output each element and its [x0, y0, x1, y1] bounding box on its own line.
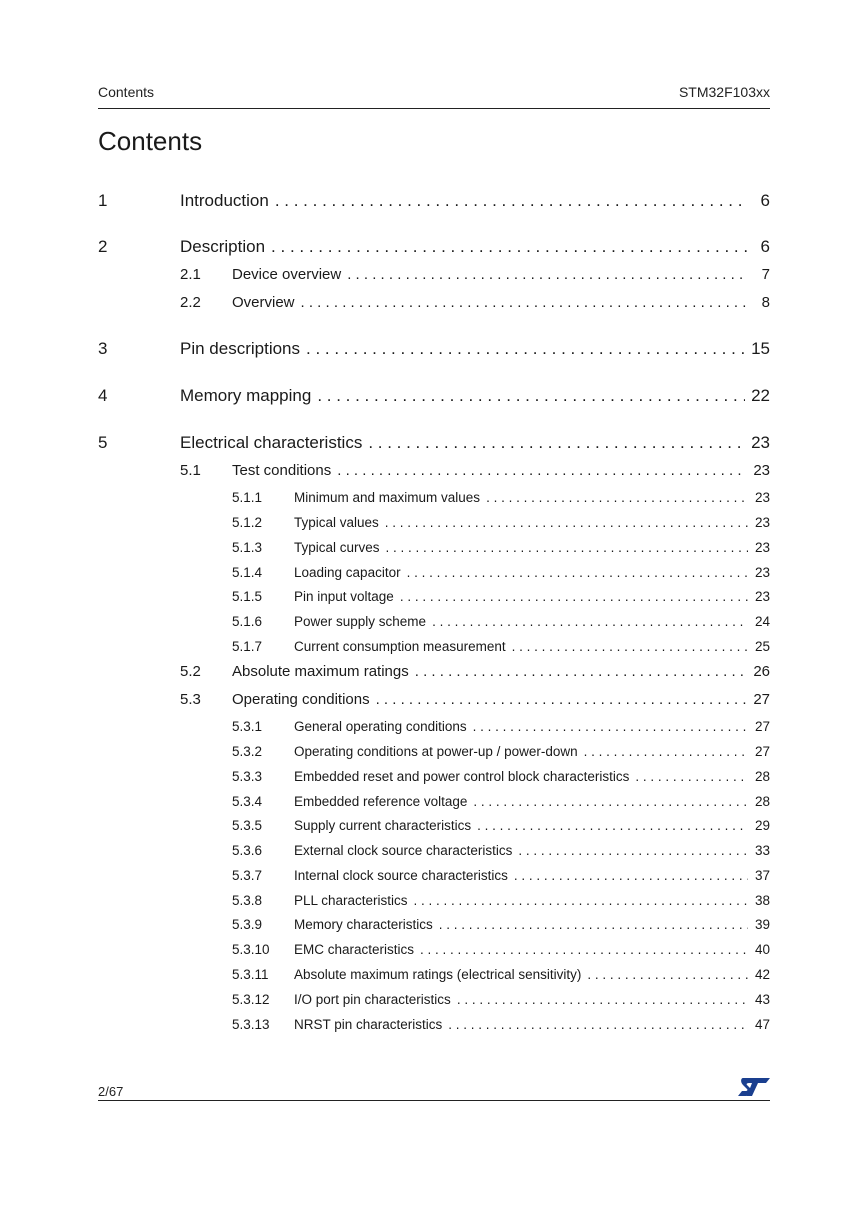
toc-entry-title: External clock source characteristics	[294, 843, 513, 858]
toc-entry-page: 37	[754, 868, 770, 883]
toc-entry-level-2[interactable]	[98, 663, 770, 680]
toc-entry-title: NRST pin characteristics	[294, 1017, 443, 1032]
toc-entry-title: Memory characteristics	[294, 917, 433, 932]
toc-entry-title: Absolute maximum ratings	[232, 663, 409, 680]
toc-entry-number: 5.1	[180, 462, 201, 479]
toc-entry-page: 23	[754, 490, 770, 505]
dot-leader	[414, 893, 748, 908]
toc-entry-level-3[interactable]	[98, 744, 770, 759]
toc-entry-number: 5	[98, 433, 108, 452]
toc-entry-page: 23	[753, 462, 770, 479]
toc-entry-title: Current consumption measurement	[294, 639, 506, 654]
toc-entry-level-3[interactable]	[98, 942, 770, 957]
toc-entry-page: 25	[754, 639, 770, 654]
dot-leader	[457, 992, 748, 1007]
toc-entry-title: Embedded reference voltage	[294, 794, 468, 809]
toc-entry-number: 5.3.13	[232, 1017, 270, 1032]
dot-leader	[301, 294, 748, 311]
toc-entry-page: 40	[754, 942, 770, 957]
toc-entry-number: 5.3.8	[232, 893, 263, 908]
dot-leader	[420, 942, 748, 957]
toc-entry-level-3[interactable]	[98, 893, 770, 908]
toc-entry-number: 5.1.4	[232, 565, 263, 580]
toc-entry-level-3[interactable]	[98, 490, 770, 505]
toc-entry-level-1[interactable]	[98, 191, 770, 211]
toc-entry-level-3[interactable]	[98, 917, 770, 932]
dot-leader	[448, 1017, 748, 1032]
dot-leader	[271, 237, 748, 257]
toc-entry-level-3[interactable]	[98, 818, 770, 833]
dot-leader	[514, 868, 748, 883]
toc-entry-page: 23	[754, 589, 770, 604]
toc-entry-title: Typical curves	[294, 540, 380, 555]
toc-entry-title: PLL characteristics	[294, 893, 408, 908]
dot-leader	[486, 490, 748, 505]
toc-entry-level-3[interactable]	[98, 769, 770, 784]
running-header-section: Contents	[98, 84, 155, 100]
toc-entry-title: Test conditions	[232, 462, 332, 479]
dot-leader	[477, 818, 748, 833]
page-number: 2/67	[98, 1084, 124, 1099]
toc-entry-level-1[interactable]	[98, 386, 770, 406]
toc-entry-page: 23	[751, 433, 770, 452]
toc-entry-page: 39	[754, 917, 770, 932]
toc-entry-level-2[interactable]	[98, 294, 770, 311]
toc-entry-title: General operating conditions	[294, 719, 467, 734]
toc-entry-number: 5.3.9	[232, 917, 263, 932]
toc-entry-page: 33	[754, 843, 770, 858]
toc-entry-number: 5.1.7	[232, 639, 263, 654]
toc-entry-title: Description	[180, 237, 266, 256]
toc-entry-page: 23	[754, 565, 770, 580]
toc-entry-page: 26	[753, 663, 770, 680]
toc-entry-page: 8	[761, 294, 770, 311]
dot-leader	[376, 691, 748, 708]
toc-entry-number: 5.1.3	[232, 540, 263, 555]
toc-entry-level-3[interactable]	[98, 515, 770, 530]
dot-leader	[587, 967, 748, 982]
toc-entry-number: 5.3.6	[232, 843, 263, 858]
toc-entry-page: 38	[754, 893, 770, 908]
toc-entry-title: Minimum and maximum values	[294, 490, 481, 505]
header-rule	[98, 108, 770, 109]
toc-entry-level-3[interactable]	[98, 1017, 770, 1032]
dot-leader	[385, 515, 748, 530]
toc-entry-level-3[interactable]	[98, 719, 770, 734]
toc-entry-level-3[interactable]	[98, 639, 770, 654]
dot-leader	[518, 843, 748, 858]
toc-entry-page: 15	[751, 339, 770, 358]
toc-entry-title: Power supply scheme	[294, 614, 427, 629]
dot-leader	[407, 565, 748, 580]
toc-entry-title: Overview	[232, 294, 295, 311]
toc-entry-number: 5.3.10	[232, 942, 270, 957]
toc-entry-title: Introduction	[180, 191, 269, 210]
toc-entry-number: 5.3.5	[232, 818, 263, 833]
dot-leader	[432, 614, 748, 629]
toc-entry-number: 2	[98, 237, 108, 256]
toc-entry-title: Absolute maximum ratings (electrical sensitivity)	[294, 967, 582, 982]
toc-entry-number: 5.2	[180, 663, 201, 680]
dot-leader	[306, 339, 745, 359]
toc-entry-level-3[interactable]	[98, 540, 770, 555]
toc-entry-page: 28	[754, 769, 770, 784]
dot-leader	[347, 266, 748, 283]
toc-entry-number: 4	[98, 386, 108, 405]
toc-entry-title: Device overview	[232, 266, 342, 283]
toc-entry-page: 6	[760, 191, 770, 210]
toc-entry-title: Memory mapping	[180, 386, 312, 405]
toc-entry-level-2[interactable]	[98, 266, 770, 283]
dot-leader	[473, 794, 748, 809]
dot-leader	[368, 433, 745, 453]
toc-entry-title: Electrical characteristics	[180, 433, 363, 452]
toc-entry-level-3[interactable]	[98, 868, 770, 883]
toc-entry-title: Operating conditions	[232, 691, 370, 708]
dot-leader	[337, 462, 747, 479]
toc-entry-number: 5.3.7	[232, 868, 263, 883]
toc-entry-number: 5.3.1	[232, 719, 263, 734]
dot-leader	[415, 663, 748, 680]
toc-entry-page: 29	[754, 818, 770, 833]
toc-entry-number: 2.2	[180, 294, 201, 311]
toc-entry-page: 27	[753, 691, 770, 708]
page-title: Contents	[98, 126, 203, 156]
toc-entry-title: Internal clock source characteristics	[294, 868, 508, 883]
toc-entry-level-3[interactable]	[98, 843, 770, 858]
toc-entry-page: 7	[761, 266, 770, 283]
toc-entry-number: 5.3.2	[232, 744, 263, 759]
st-logo-icon	[737, 1076, 771, 1098]
toc-entry-page: 27	[754, 719, 770, 734]
toc-entry-title: Loading capacitor	[294, 565, 401, 580]
toc-entry-page: 22	[751, 386, 770, 405]
dot-leader	[386, 540, 748, 555]
toc-entry-page: 6	[760, 237, 770, 256]
dot-leader	[317, 386, 745, 406]
toc-entry-page: 47	[754, 1017, 770, 1032]
toc-entry-title: Pin descriptions	[180, 339, 301, 358]
toc-entry-level-1[interactable]	[98, 433, 770, 453]
toc-entry-level-3[interactable]	[98, 589, 770, 604]
toc-entry-number: 5.3.4	[232, 794, 263, 809]
toc-entry-level-3[interactable]	[98, 565, 770, 580]
toc-entry-page: 23	[754, 515, 770, 530]
toc-entry-level-3[interactable]	[98, 794, 770, 809]
toc-entry-number: 2.1	[180, 266, 201, 283]
dot-leader	[400, 589, 748, 604]
toc-entry-number: 5.3	[180, 691, 201, 708]
toc-entry-title: I/O port pin characteristics	[294, 992, 451, 1007]
toc-entry-level-2[interactable]	[98, 691, 770, 708]
toc-entry-title: Embedded reset and power control block characteristics	[294, 769, 630, 784]
dot-leader	[635, 769, 748, 784]
footer-rule	[98, 1100, 770, 1101]
toc-entry-number: 3	[98, 339, 108, 358]
toc-entry-number: 5.1.1	[232, 490, 263, 505]
toc-entry-number: 5.1.2	[232, 515, 263, 530]
dot-leader	[473, 719, 748, 734]
toc-entry-level-1[interactable]	[98, 237, 770, 257]
toc-entry-number: 5.3.11	[232, 967, 269, 982]
toc-entry-page: 27	[754, 744, 770, 759]
toc-entry-page: 43	[754, 992, 770, 1007]
toc-entry-level-3[interactable]	[98, 967, 770, 982]
toc-entry-page: 42	[754, 967, 770, 982]
toc-entry-title: Supply current characteristics	[294, 818, 472, 833]
toc-entry-number: 5.3.12	[232, 992, 270, 1007]
toc-entry-title: Operating conditions at power-up / power-down	[294, 744, 578, 759]
dot-leader	[275, 191, 748, 211]
dot-leader	[439, 917, 748, 932]
toc-entry-page: 24	[754, 614, 770, 629]
toc-entry-level-3[interactable]	[98, 614, 770, 629]
dot-leader	[512, 639, 748, 654]
toc-entry-page: 23	[754, 540, 770, 555]
dot-leader	[584, 744, 748, 759]
toc-entry-title: EMC characteristics	[294, 942, 415, 957]
toc-entry-number: 1	[98, 191, 108, 210]
toc-entry-number: 5.1.5	[232, 589, 263, 604]
toc-entry-title: Typical values	[294, 515, 379, 530]
toc-entry-page: 28	[754, 794, 770, 809]
toc-entry-level-2[interactable]	[98, 462, 770, 479]
running-header-doc-id: STM32F103xx	[678, 84, 770, 100]
toc-entry-title: Pin input voltage	[294, 589, 394, 604]
toc-entry-number: 5.1.6	[232, 614, 263, 629]
toc-entry-number: 5.3.3	[232, 769, 263, 784]
toc-entry-level-1[interactable]	[98, 339, 770, 359]
toc-entry-level-3[interactable]	[98, 992, 770, 1007]
